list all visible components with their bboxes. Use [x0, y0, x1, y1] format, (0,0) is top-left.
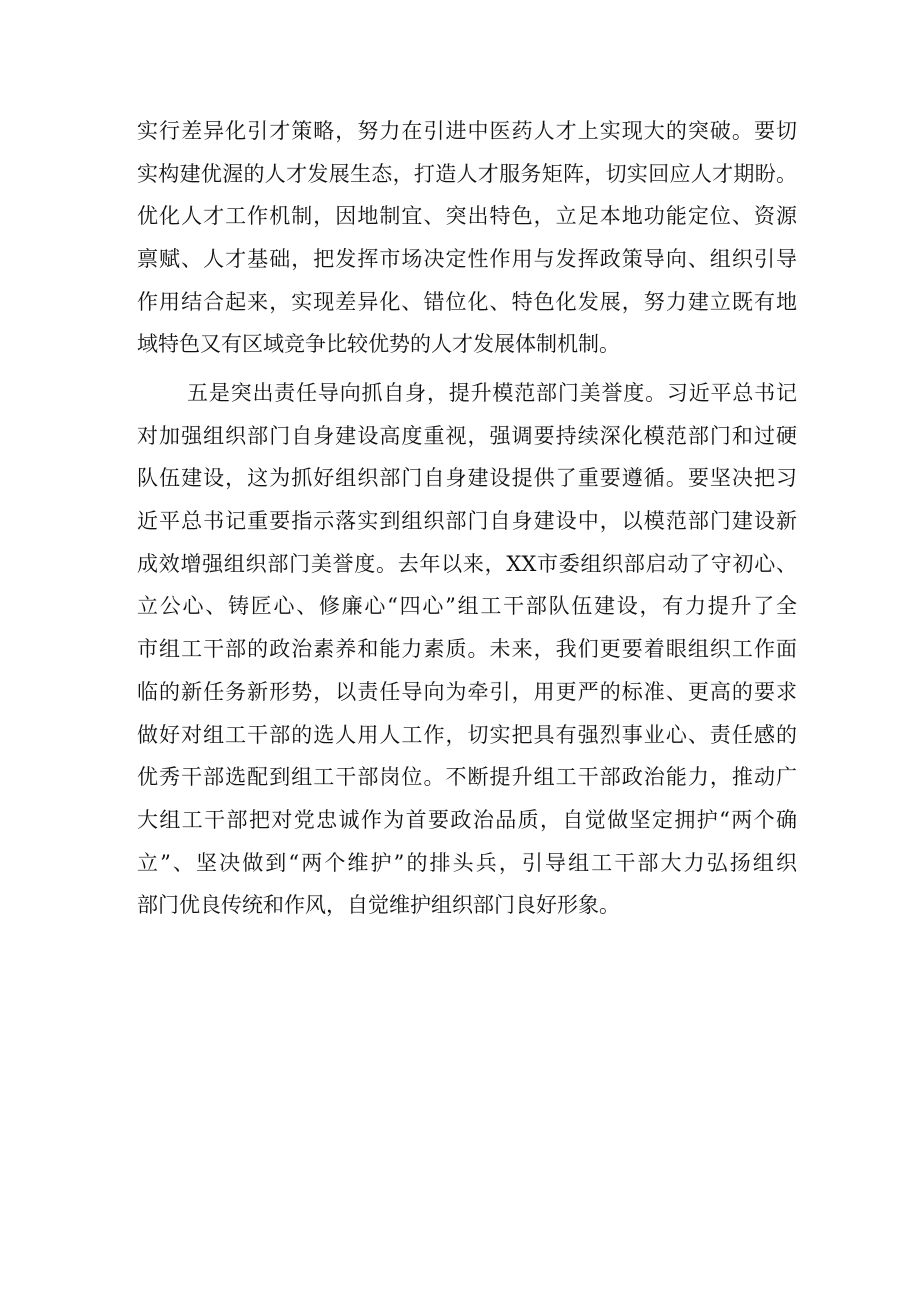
text-line: 立公心、铸匠心、修廉心“四心”组工干部队伍建设，有力提升了全 — [137, 594, 797, 619]
text-line: 市组工干部的政治素养和能力素质。未来，我们更要着眼组织工作面 — [137, 637, 797, 662]
text-line: 大组工干部把对党忠诚作为首要政治品质，自觉做坚定拥护“两个确 — [137, 807, 797, 832]
text-line: 立”、坚决做到“两个维护”的排头兵，引导组工干部大力弘扬组织 — [137, 850, 797, 875]
text-line: 禀赋、人才基础，把发挥市场决定性作用与发挥政策导向、组织引导 — [137, 247, 797, 272]
text-line: 做好对组工干部的选人用人工作，切实把具有强烈事业心、责任感的 — [137, 722, 797, 747]
paragraph-responsibility — [137, 372, 797, 927]
text-line: 实构建优渥的人才发展生态，打造人才服务矩阵，切实回应人才期盼。 — [137, 161, 797, 186]
text-line: 部门优良传统和作风，自觉维护组织部门良好形象。 — [137, 893, 620, 918]
text-line: 作用结合起来，实现差异化、错位化、特色化发展，努力建立既有地 — [137, 289, 797, 314]
text-line: 近平总书记重要指示落实到组织部门自身建设中，以模范部门建设新 — [137, 509, 797, 534]
text-line: 优化人才工作机制，因地制宜、突出特色，立足本地功能定位、资源 — [137, 204, 797, 229]
paragraph-talent-strategy — [137, 110, 797, 366]
text-line: 队伍建设，这为抓好组织部门自身建设提供了重要遵循。要坚决把习 — [137, 466, 797, 491]
text-line: 域特色又有区域竞争比较优势的人才发展体制机制。 — [137, 332, 620, 357]
text-line: 实行差异化引才策略，努力在引进中医药人才上实现大的突破。要切 — [137, 119, 797, 143]
text-line: 优秀干部选配到组工干部岗位。不断提升组工干部政治能力，推动广 — [137, 765, 797, 790]
text-line: 成效增强组织部门美誉度。去年以来，XX市委组织部启动了守初心、 — [137, 551, 797, 576]
text-line: 五是突出责任导向抓自身，提升模范部门美誉度。习近平总书记 — [187, 381, 797, 405]
text-line: 临的新任务新形势，以责任导向为牵引，用更严的标准、更高的要求 — [137, 679, 797, 704]
text-line: 对加强组织部门自身建设高度重视，强调要持续深化模范部门和过硬 — [137, 423, 797, 448]
